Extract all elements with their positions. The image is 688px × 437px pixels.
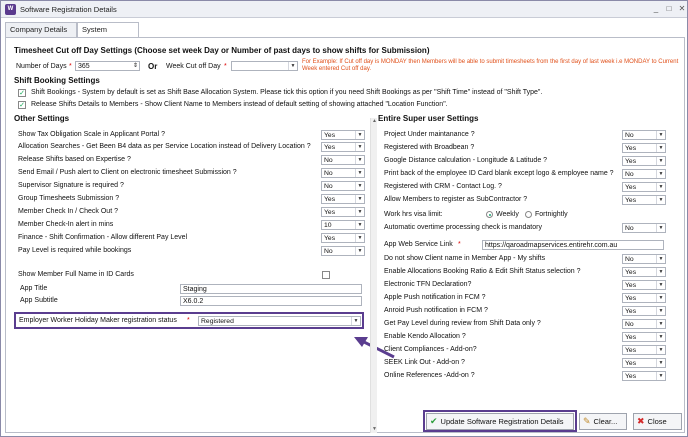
- days-value: 365: [78, 63, 90, 70]
- super-setting-value: Yes: [625, 360, 637, 367]
- scroll-down-icon[interactable]: ▼: [372, 426, 377, 432]
- maximize-button[interactable]: □: [666, 4, 672, 13]
- scroll-up-icon[interactable]: ▲: [372, 118, 377, 124]
- app-subtitle-input[interactable]: X6.0.2: [180, 296, 362, 306]
- chevron-down-icon[interactable]: ▼: [355, 156, 364, 164]
- super-setting-dropdown[interactable]: [622, 223, 666, 233]
- other-setting-dropdown[interactable]: [321, 142, 365, 152]
- super-setting-label: Online References -Add-on ?: [384, 372, 475, 379]
- super-setting-label: Project Under maintanance ?: [384, 131, 475, 138]
- chevron-down-icon[interactable]: ▼: [656, 131, 665, 139]
- fortnightly-radio[interactable]: [525, 211, 532, 218]
- checkmark-icon: ✔: [430, 416, 438, 426]
- super-setting-dropdown[interactable]: [622, 195, 666, 205]
- super-setting-dropdown[interactable]: [622, 156, 666, 166]
- other-setting-value: Yes: [324, 196, 336, 203]
- update-label: Update Software Registration Details: [440, 417, 564, 426]
- other-setting-dropdown[interactable]: [321, 168, 365, 178]
- super-setting-value: Yes: [625, 197, 637, 204]
- super-setting-value: Yes: [625, 269, 637, 276]
- chevron-down-icon[interactable]: ▼: [355, 169, 364, 177]
- or-label: Or: [148, 62, 158, 71]
- other-setting-value: Yes: [324, 144, 336, 151]
- week-cutoff-label: Week Cut off Day: [166, 63, 221, 70]
- chevron-down-icon[interactable]: ▼: [656, 346, 665, 354]
- chevron-down-icon[interactable]: ▼: [656, 144, 665, 152]
- super-setting-dropdown[interactable]: [622, 306, 666, 316]
- release-shifts-checkbox[interactable]: ✓: [19, 102, 25, 109]
- super-setting-label: Google Distance calculation - Longitude & Latitude ?: [384, 157, 548, 164]
- super-setting-value: No: [625, 321, 634, 328]
- super-setting-dropdown[interactable]: [622, 182, 666, 192]
- chevron-down-icon[interactable]: ▼: [656, 320, 665, 328]
- whm-value: Registered: [201, 318, 234, 325]
- chevron-down-icon[interactable]: ▼: [656, 281, 665, 289]
- required-marker: *: [187, 317, 190, 324]
- cutoff-note: For Example: If Cut off day is MONDAY then Members will be able to submit timesheets from the first day of last week i.e MONDAY to Current Week entered Cut off day.: [302, 59, 679, 72]
- days-label: Number of Days: [16, 63, 67, 70]
- app-title-input[interactable]: Staging: [180, 284, 362, 294]
- chevron-down-icon[interactable]: ▼: [656, 307, 665, 315]
- other-setting-label: Member Check-In alert in mins: [18, 221, 114, 228]
- super-setting-dropdown[interactable]: [622, 358, 666, 368]
- week-cutoff-dropdown[interactable]: [231, 61, 298, 71]
- super-settings-heading: Entire Super user Settings: [378, 114, 479, 123]
- other-setting-dropdown[interactable]: [321, 130, 365, 140]
- super-setting-value: No: [625, 225, 634, 232]
- other-setting-value: No: [324, 170, 333, 177]
- super-setting-value: Yes: [625, 347, 637, 354]
- timesheet-heading: Timesheet Cut off Day Settings (Choose set week Day or Number of past days to show shifts for Submission): [14, 46, 430, 55]
- shift-bookings-label: Shift Bookings - System by default is set as Shift Base Allocation System. Please tick this option if you need Shift Bookings as per "Shift Time" instead of "Shift Type".: [31, 89, 543, 96]
- other-setting-label: Pay Level is required while bookings: [18, 247, 132, 254]
- close-label: Close: [647, 417, 667, 426]
- update-registration-button[interactable]: [426, 413, 574, 430]
- other-setting-dropdown[interactable]: [321, 220, 365, 230]
- other-setting-label: Member Check In / Check Out ?: [18, 208, 118, 215]
- chevron-down-icon[interactable]: ▼: [355, 195, 364, 203]
- other-settings-scrollbar[interactable]: [370, 118, 377, 433]
- chevron-down-icon[interactable]: ▼: [288, 62, 297, 70]
- other-settings-heading: Other Settings: [14, 114, 70, 123]
- shift-booking-heading: Shift Booking Settings: [14, 76, 100, 85]
- super-setting-value: Yes: [625, 334, 637, 341]
- other-setting-value: No: [324, 157, 333, 164]
- super-setting-label: Client Compliances - Add-on?: [384, 346, 477, 353]
- chevron-down-icon[interactable]: ▼: [656, 224, 665, 232]
- release-shifts-label: Release Shifts Details to Members - Show Client Name to Members instead of default setting of showing attached "Location Function".: [31, 101, 448, 108]
- shift-bookings-checkbox[interactable]: ✓: [19, 90, 25, 97]
- other-setting-dropdown[interactable]: [321, 233, 365, 243]
- super-setting-value: No: [625, 132, 634, 139]
- chevron-down-icon[interactable]: ▼: [355, 131, 364, 139]
- chevron-down-icon[interactable]: ▼: [355, 208, 364, 216]
- app-logo-icon: W: [5, 4, 16, 15]
- days-spinner[interactable]: [75, 61, 140, 71]
- super-setting-value: No: [625, 256, 634, 263]
- required-marker: *: [224, 63, 227, 70]
- chevron-down-icon[interactable]: ▼: [355, 234, 364, 242]
- super-setting-label: Enable Allocations Booking Ratio & Edit Shift Status selection ?: [384, 268, 581, 275]
- other-setting-value: 10: [324, 222, 332, 229]
- super-setting-dropdown[interactable]: [622, 254, 666, 264]
- chevron-down-icon[interactable]: ▼: [656, 170, 665, 178]
- super-setting-value: Yes: [625, 295, 637, 302]
- fortnightly-label: Fortnightly: [535, 211, 568, 218]
- system-settings-panel: [5, 37, 685, 433]
- super-setting-dropdown[interactable]: [622, 332, 666, 342]
- super-setting-dropdown[interactable]: [622, 267, 666, 277]
- other-setting-dropdown[interactable]: [321, 181, 365, 191]
- super-setting-dropdown[interactable]: [622, 143, 666, 153]
- chevron-down-icon[interactable]: ▼: [656, 183, 665, 191]
- chevron-down-icon[interactable]: ▼: [656, 294, 665, 302]
- super-setting-dropdown[interactable]: [622, 280, 666, 290]
- other-setting-value: Yes: [324, 209, 336, 216]
- super-setting-value: Yes: [625, 282, 637, 289]
- other-setting-label: Group Timesheets Submission ?: [18, 195, 120, 202]
- chevron-down-icon[interactable]: ▼: [656, 196, 665, 204]
- clear-label: Clear...: [593, 417, 618, 426]
- whm-dropdown[interactable]: [198, 316, 361, 326]
- chevron-down-icon[interactable]: ▼: [355, 221, 364, 229]
- other-setting-value: Yes: [324, 132, 336, 139]
- tab-system-settings[interactable]: System: [77, 22, 139, 38]
- other-setting-label: Release Shifts based on Expertise ?: [18, 156, 131, 163]
- app-title-label: App Title: [20, 285, 48, 292]
- chevron-down-icon[interactable]: ▼: [355, 143, 364, 151]
- other-setting-value: No: [324, 248, 333, 255]
- super-setting-label: SEEK Link Out - Add-on ?: [384, 359, 465, 366]
- app-subtitle-label: App Subtitle: [20, 297, 58, 304]
- close-window-button[interactable]: ✕: [678, 4, 686, 13]
- super-setting-dropdown[interactable]: [622, 293, 666, 303]
- other-setting-dropdown[interactable]: [321, 246, 365, 256]
- super-setting-value: Yes: [625, 184, 637, 191]
- super-setting-dropdown[interactable]: [622, 345, 666, 355]
- super-setting-label: Do not show Client name in Member App - My shifts: [384, 255, 546, 262]
- super-setting-label: Print back of the employee ID Card blank except logo & employee name ?: [384, 170, 614, 177]
- other-setting-dropdown[interactable]: [321, 207, 365, 217]
- clear-button[interactable]: [579, 413, 627, 430]
- super-setting-dropdown[interactable]: [622, 130, 666, 140]
- weekly-radio[interactable]: [486, 211, 493, 218]
- chevron-down-icon[interactable]: ▼: [355, 182, 364, 190]
- whm-label: Employer Worker Holiday Maker registration status: [19, 317, 177, 324]
- other-setting-label: Supervisor Signature is required ?: [18, 182, 124, 189]
- chevron-down-icon[interactable]: ▼: [656, 333, 665, 341]
- super-setting-dropdown[interactable]: [622, 319, 666, 329]
- super-setting-value: Yes: [625, 145, 637, 152]
- close-button[interactable]: [633, 413, 682, 430]
- window-title: Software Registration Details: [20, 5, 117, 14]
- other-setting-value: No: [324, 183, 333, 190]
- tab-company-details[interactable]: Company Details: [5, 22, 77, 37]
- chevron-down-icon[interactable]: ▼: [656, 268, 665, 276]
- spinner-arrows-icon[interactable]: ⇕: [132, 63, 138, 69]
- web-service-link-input[interactable]: https://qaroadmapservices.entirehr.com.au: [482, 240, 664, 250]
- super-setting-label: Allow Members to register as SubContractor ?: [384, 196, 528, 203]
- super-setting-label: Anroid Push notification in FCM ?: [384, 307, 488, 314]
- super-setting-dropdown[interactable]: [622, 371, 666, 381]
- other-setting-label: Show Tax Obligation Scale in Applicant Portal ?: [18, 131, 165, 138]
- super-setting-dropdown[interactable]: [622, 169, 666, 179]
- super-setting-value: Yes: [625, 158, 637, 165]
- super-setting-label: Registered with Broadbean ?: [384, 144, 475, 151]
- other-setting-label: Allocation Searches - Get Been B4 data as per Service Location instead of Delivery Location ?: [18, 143, 311, 150]
- minimize-button[interactable]: _: [653, 4, 659, 13]
- super-setting-value: Yes: [625, 308, 637, 315]
- super-setting-label: Electronic TFN Declaration?: [384, 281, 472, 288]
- super-setting-label: Get Pay Level during review from Shift Data only ?: [384, 320, 541, 327]
- super-setting-value: Yes: [625, 373, 637, 380]
- other-setting-dropdown[interactable]: [321, 155, 365, 165]
- super-setting-value: No: [625, 171, 634, 178]
- chevron-down-icon[interactable]: ▼: [355, 247, 364, 255]
- weekly-label: Weekly: [496, 211, 519, 218]
- chevron-down-icon[interactable]: ▼: [656, 359, 665, 367]
- title-bar: [1, 1, 687, 18]
- broom-icon: ✎: [583, 416, 591, 426]
- chevron-down-icon[interactable]: ▼: [656, 372, 665, 380]
- super-setting-label: Registered with CRM - Contact Log. ?: [384, 183, 502, 190]
- super-setting-label: Work hrs visa limit:: [384, 211, 443, 218]
- super-setting-label: App Web Service Link: [384, 241, 453, 248]
- chevron-down-icon[interactable]: ▼: [351, 317, 360, 325]
- chevron-down-icon[interactable]: ▼: [656, 255, 665, 263]
- id-cards-checkbox[interactable]: [322, 271, 330, 279]
- close-icon: ✖: [637, 416, 645, 426]
- other-setting-value: Yes: [324, 235, 336, 242]
- other-setting-label: Finance - Shift Confirmation - Allow different Pay Level: [18, 234, 188, 241]
- id-cards-label: Show Member Full Name in ID Cards: [18, 271, 134, 278]
- other-setting-dropdown[interactable]: [321, 194, 365, 204]
- super-setting-label: Enable Kendo Allocation ?: [384, 333, 466, 340]
- required-marker: *: [69, 63, 72, 70]
- super-setting-label: Automatic overtime processing check is mandatory: [384, 224, 542, 231]
- required-marker: *: [458, 241, 461, 248]
- chevron-down-icon[interactable]: ▼: [656, 157, 665, 165]
- other-setting-label: Send Email / Push alert to Client on electronic timesheet Submission ?: [18, 169, 237, 176]
- super-setting-label: Apple Push notification in FCM ?: [384, 294, 486, 301]
